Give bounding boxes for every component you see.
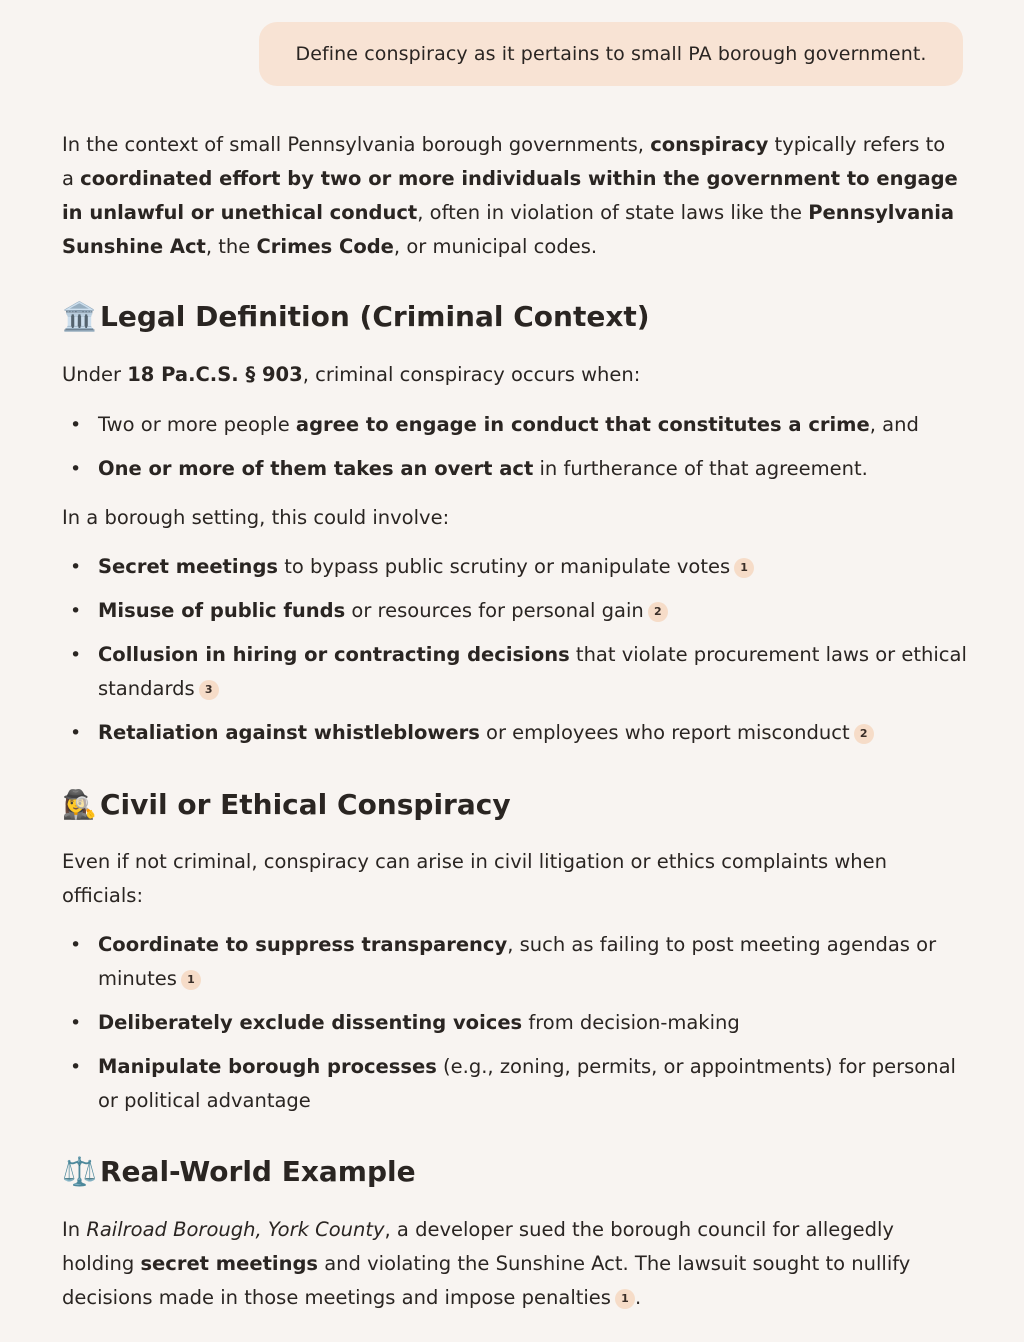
- item-text: to bypass public scrutiny or manipulate votes: [278, 555, 731, 578]
- example-bold: secret meetings: [140, 1252, 319, 1275]
- citation-badge[interactable]: 2: [648, 602, 668, 622]
- section-title: Legal Definition (Criminal Context): [100, 300, 650, 333]
- intro-paragraph: [62, 128, 962, 264]
- item-bold: Coordinate to suppress transparency: [98, 933, 508, 956]
- citation-badge[interactable]: 1: [181, 970, 201, 990]
- list-item: [70, 1006, 968, 1040]
- citation-badge[interactable]: 1: [615, 1289, 635, 1309]
- item-bold: Deliberately exclude dissenting voices: [98, 1011, 523, 1034]
- citation-badge[interactable]: 1: [734, 558, 754, 578]
- user-message-bubble: Define conspiracy as it pertains to small PA borough government.: [259, 22, 963, 86]
- bullet-icon: •: [70, 600, 82, 622]
- citation-badge[interactable]: 3: [199, 680, 219, 700]
- section-title: Real-World Example: [100, 1155, 416, 1188]
- item-text: from decision-making: [522, 1011, 740, 1034]
- borough-setting-paragraph: In a borough setting, this could involve:: [62, 506, 450, 529]
- example-text: In: [62, 1218, 87, 1241]
- bullet-icon: •: [70, 414, 82, 436]
- example-paragraph: [62, 1213, 962, 1315]
- bullet-icon: •: [70, 644, 82, 666]
- list-item: [70, 716, 968, 750]
- item-text: or resources for personal gain: [345, 599, 644, 622]
- item-bold: Retaliation against whistleblowers: [98, 721, 480, 744]
- bullet-icon: •: [70, 458, 82, 480]
- section-title: Civil or Ethical Conspiracy: [100, 788, 511, 821]
- list-item: [70, 1050, 968, 1118]
- example-text: .: [634, 1286, 642, 1309]
- intro-text: , or municipal codes.: [393, 235, 598, 258]
- civil-lead-paragraph: Even if not criminal, conspiracy can arise in civil litigation or ethics complaints when officials:: [62, 850, 888, 907]
- lead-text: Under: [62, 363, 128, 386]
- item-text: (e.g., zoning, permits, or appointments) for personal or political advantage: [98, 1055, 956, 1112]
- legal-lead-paragraph: [62, 358, 962, 392]
- detective-icon: 🕵️‍♀️: [62, 788, 97, 821]
- item-bold: Manipulate borough processes: [98, 1055, 437, 1078]
- lead-text: , criminal conspiracy occurs when:: [302, 363, 641, 386]
- list-item: [70, 594, 968, 628]
- intro-text: typically refers to a: [62, 133, 946, 190]
- list-item: [70, 550, 968, 584]
- list-item: [70, 408, 968, 442]
- statute-citation: 18 Pa.C.S. § 903: [127, 363, 303, 386]
- citation-badge[interactable]: 2: [854, 724, 874, 744]
- item-text: Two or more people: [98, 413, 296, 436]
- bullet-icon: •: [70, 556, 82, 578]
- intro-bold-term: conspiracy: [650, 133, 769, 156]
- section-heading-civil-conspiracy: [62, 785, 962, 825]
- intro-bold-law: Pennsylvania Sunshine Act: [62, 201, 955, 258]
- item-bold: agree to engage in conduct that constitutes a crime: [295, 413, 870, 436]
- item-bold: Secret meetings: [98, 555, 279, 578]
- list-item: [70, 452, 968, 486]
- intro-bold-law: Crimes Code: [256, 235, 394, 258]
- bullet-icon: •: [70, 934, 82, 956]
- bullet-icon: •: [70, 1012, 82, 1034]
- example-text: , a developer sued the borough council for allegedly holding: [62, 1218, 894, 1275]
- user-message-row: [0, 0, 1024, 110]
- item-bold: Collusion in hiring or contracting decisions: [98, 643, 570, 666]
- classical-building-icon: 🏛️: [62, 300, 97, 333]
- item-text: or employees who report misconduct: [479, 721, 850, 744]
- item-bold: Misuse of public funds: [98, 599, 346, 622]
- bullet-icon: •: [70, 1056, 82, 1078]
- list-item: [70, 928, 968, 996]
- item-text: in furtherance of that agreement.: [533, 457, 868, 480]
- item-text: , and: [869, 413, 919, 436]
- item-text: , such as failing to post meeting agendas or minutes: [98, 933, 937, 990]
- intro-bold-definition: coordinated effort by two or more individuals within the government to engage in unlawful or unethical conduct: [62, 167, 958, 224]
- list-item: [70, 638, 968, 706]
- example-text: and violating the Sunshine Act. The lawsuit sought to nullify decisions made in those meetings and impose penalties: [62, 1252, 911, 1309]
- section-heading-real-world-example: [62, 1152, 962, 1192]
- item-bold: One or more of them takes an overt act: [98, 457, 534, 480]
- section-heading-legal-definition: [62, 297, 962, 337]
- intro-text: , often in violation of state laws like the: [417, 201, 809, 224]
- example-location: Railroad Borough, York County: [86, 1218, 385, 1241]
- intro-text: In the context of small Pennsylvania borough governments,: [62, 133, 651, 156]
- bullet-icon: •: [70, 722, 82, 744]
- item-text: that violate procurement laws or ethical standards: [98, 643, 967, 700]
- intro-text: , the: [205, 235, 257, 258]
- balance-scale-icon: ⚖️: [62, 1155, 97, 1188]
